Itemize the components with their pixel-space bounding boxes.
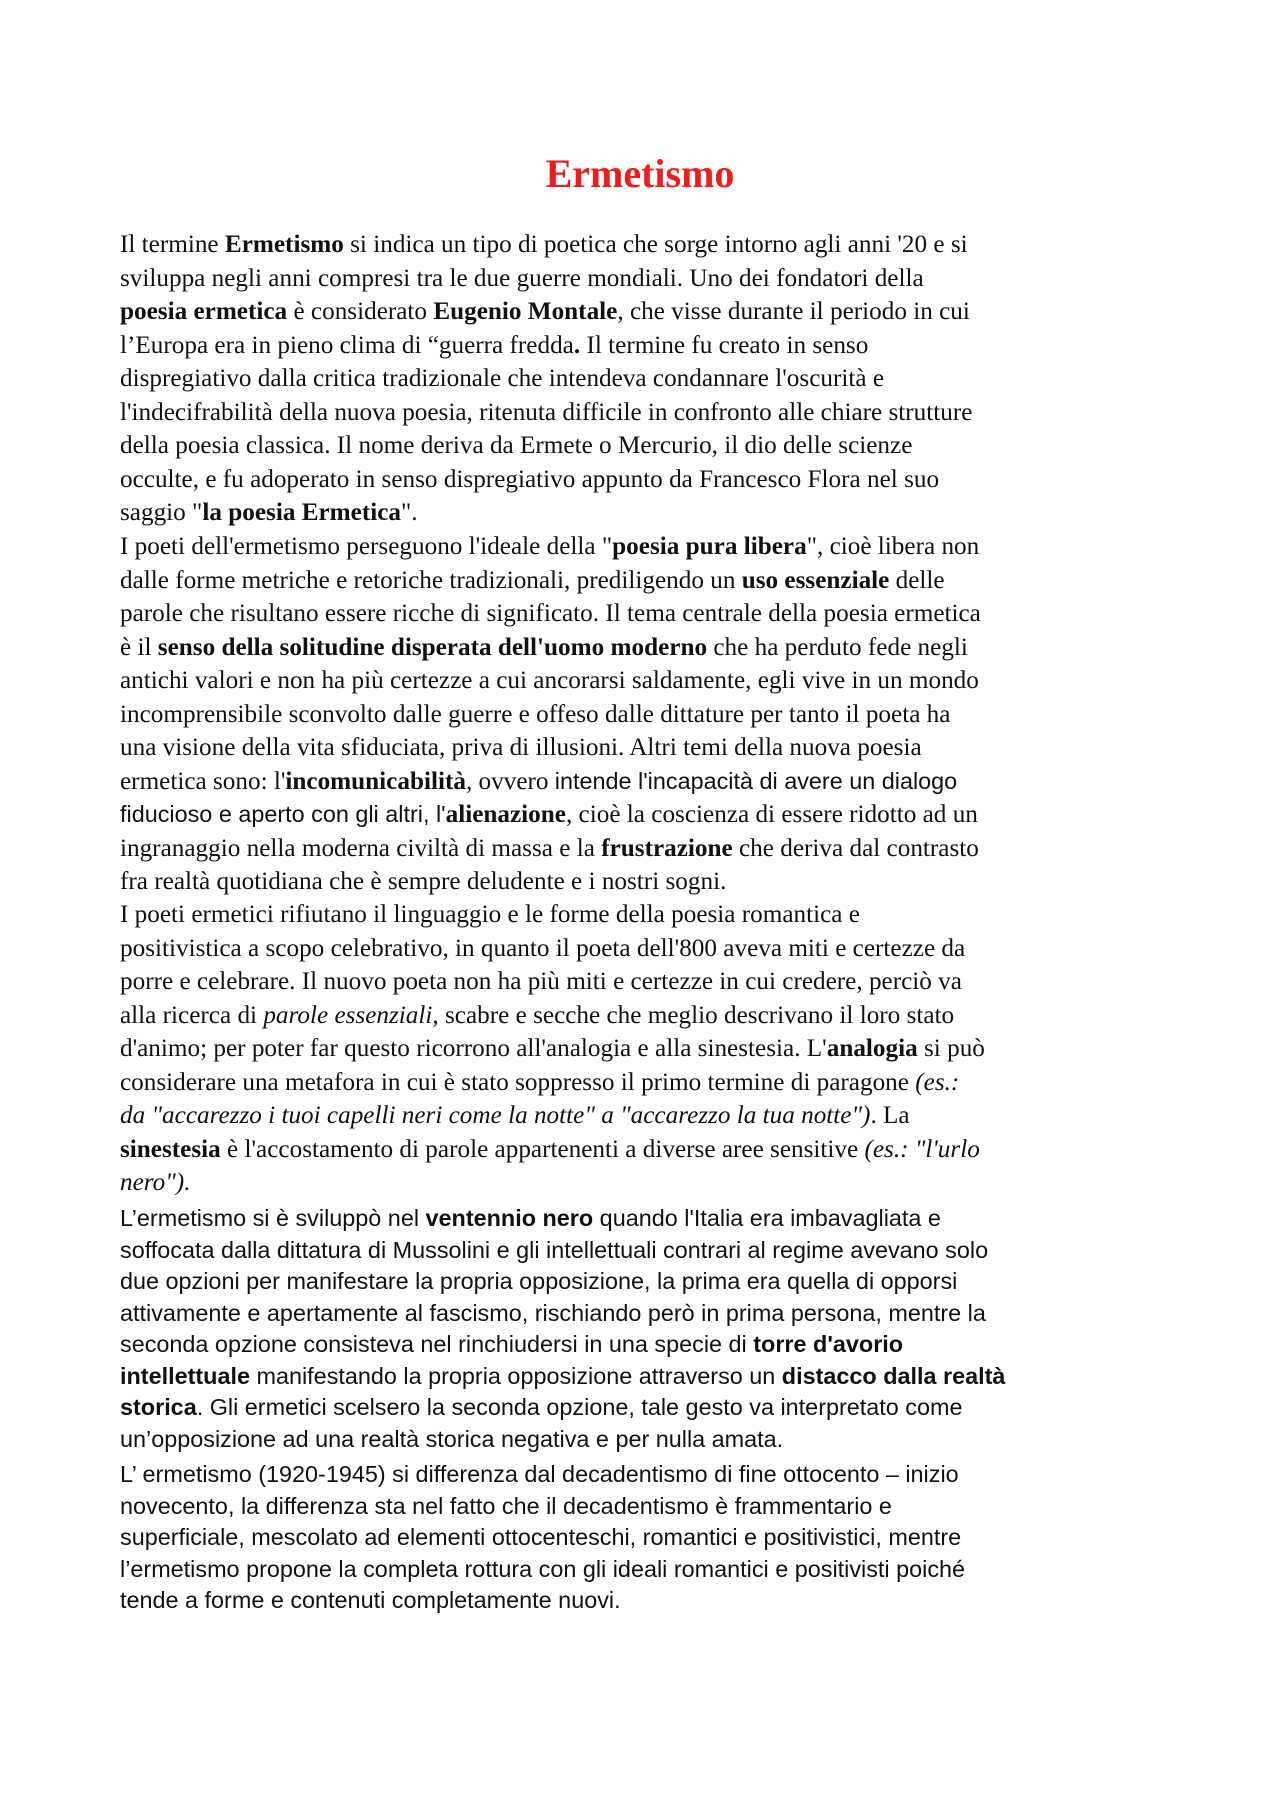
bold-term: storica [120,1394,197,1420]
text-line [120,832,1180,866]
text-line [120,1166,1180,1200]
text-line [120,1066,1180,1100]
bold-term: frustrazione [601,834,733,862]
bold-term: alienazione [445,801,566,828]
text-line [120,295,1180,329]
text-span: attivamente e apertamente al fascismo, rischiando però in prima persona, mentre la [120,1299,986,1326]
bold-term: torre d'avorio [753,1331,904,1357]
text-line [120,1491,1180,1523]
text-span: . La [870,1102,910,1129]
text-span: tende a forme e contenuti completamente nuovi. [120,1587,621,1613]
text-span: L’ ermetismo (1920-1945) si differenza dal decadentismo di fine ottocento – inizio [120,1461,959,1487]
text-line [120,564,1180,598]
text-line [120,965,1180,999]
text-span: antichi valori e non ha più certezze a cui ancorarsi saldamente, egli vive in un mondo [120,667,979,694]
text-span: quando l'Italia era imbavagliata e [593,1205,941,1231]
text-span: scabre e secche che meglio descrivano il loro stato [438,1001,955,1029]
text-span: ermetica sono: l' [120,767,286,795]
text-span: intende l'incapacità di avere un dialogo [554,767,958,794]
text-span: , che visse durante il periodo in cui [617,298,970,325]
text-line [120,1235,1180,1267]
text-line [120,798,1180,832]
text-span: che ha perduto fede negli [707,633,968,661]
text-span: ". [401,499,418,526]
text-span: l’ermetismo propone la completa rottura con gli ideali romantici e positivisti poiché [120,1555,966,1582]
text-span: superficiale, mescolato ad elementi ottocenteschi, romantici e positivistici, mentre [120,1524,962,1550]
text-line [120,1585,1180,1617]
text-span: l'indecifrabilità della nuova poesia, ritenuta difficile in confronto alle chiare strutture [120,398,973,426]
text-span: incomprensibile sconvolto dalle guerre e offeso dalle dittature per tanto il poeta ha [120,700,951,728]
text-span: dalle forme metriche e retoriche tradizionali, prediligendo un [120,566,742,594]
text-line [120,1361,1180,1393]
paragraph-decadentism [120,1459,1180,1617]
text-line [120,865,1180,899]
text-span: parole che risultano essere ricche di significato. Il tema centrale della poesia ermetica [120,600,981,627]
bold-term: Ermetismo [224,231,344,258]
text-line [120,1133,1180,1167]
text-line [120,1522,1180,1554]
text-span: seconda opzione consisteva nel rinchiudersi in una specie di [120,1331,754,1357]
text-line [120,765,1180,799]
text-span: della poesia classica. Il nome deriva da Ermete o Mercurio, il dio delle scienze [120,432,913,459]
text-span: manifestando la propria opposizione attraverso un [249,1362,782,1389]
text-line [120,631,1180,665]
italic-text: nero"). [120,1169,191,1196]
text-span: novecento, la differenza sta nel fatto che il decadentismo è frammentario e [120,1492,892,1519]
italic-text: da "accarezzo i tuoi capelli neri come la notte" a "accarezzo la tua notte") [120,1102,871,1129]
paragraph-language [120,898,1180,1200]
text-line [120,664,1180,698]
text-span: fiducioso e aperto con gli altri, l' [120,801,446,827]
text-span: è il [120,633,158,661]
bold-term: intellettuale [120,1362,250,1389]
text-span: positivistica a scopo celebrativo, in quanto il poeta dell'800 aveva miti e certezze da [120,934,966,962]
text-span: si indica un tipo di poetica che sorge intorno agli anni '20 e si [343,231,968,258]
text-line [120,1298,1180,1330]
text-line [120,362,1180,396]
text-span: una visione della vita sfiduciata, priva di illusioni. Altri temi della nuova poesia [120,734,922,761]
text-span: soffocata dalla dittatura di Mussolini e gli intellettuali contrari al regime avevano solo [120,1236,989,1263]
text-line [120,1459,1180,1491]
text-span: che deriva dal contrasto [732,834,979,862]
text-line [120,1032,1180,1066]
paragraph-themes [120,530,1180,899]
text-line [120,1099,1180,1133]
text-span: occulte, e fu adoperato in senso dispregiativo appunto da Francesco Flora nel suo [120,465,940,493]
text-span: , cioè la coscienza di essere ridotto ad un [565,801,978,828]
text-span: è considerato [287,298,434,325]
text-line [120,463,1180,497]
bold-term: sinestesia [120,1135,221,1163]
text-line [120,329,1180,363]
text-span: ", cioè libera non [806,533,980,560]
text-line [120,228,1180,262]
bold-term: poesia ermetica [120,298,288,325]
text-span: dispregiativo dalla critica tradizionale che intendeva condannare l'oscurità e [120,365,885,392]
text-line [120,1203,1180,1235]
bold-term: ventennio nero [425,1205,594,1231]
bold-term: analogia [826,1035,918,1062]
text-line [120,429,1180,463]
text-span: , ovvero [465,767,555,795]
text-line [120,698,1180,732]
italic-text: (es.: [915,1068,960,1096]
text-span: I poeti dell'ermetismo perseguono l'ideale della " [120,533,613,560]
text-span: . Gli ermetici scelsero la seconda opzione, tale gesto va interpretato come [196,1394,963,1420]
bold-term: la poesia Ermetica [202,499,402,526]
bold-term: distacco dalla realtà [781,1362,1006,1389]
text-line [120,898,1180,932]
text-span: due opzioni per manifestare la propria opposizione, la prima era quella di opporsi [120,1268,958,1294]
text-line [120,999,1180,1033]
text-span: d'animo; per poter far questo ricorrono all'analogia e alla sinestesia. L' [120,1035,827,1062]
page-title: Ermetismo [545,151,735,196]
bold-term: incomunicabilità [285,767,466,795]
text-span: è l'accostamento di parole appartenenti a diverse aree sensitive [220,1135,865,1163]
text-span: ingranaggio nella moderna civiltà di massa e la [120,834,602,862]
text-span: I poeti ermetici rifiutano il linguaggio e le forme della poesia romantica e [120,901,860,928]
text-line [120,1392,1180,1424]
text-span: l’Europa era in pieno clima di “guerra fredda [120,331,574,359]
text-line [120,597,1180,631]
text-span: delle [889,566,945,594]
text-line [120,530,1180,564]
bold-term: poesia pura libera [612,533,807,560]
text-line [120,731,1180,765]
bold-term: uso essenziale [741,566,890,594]
text-span: considerare una metafora in cui è stato soppresso il primo termine di paragone [120,1068,916,1096]
paragraph-fascism [120,1203,1180,1455]
bold-term: senso della solitudine disperata dell'uomo moderno [157,633,708,661]
text-span: Il termine fu creato in senso [580,331,869,359]
italic-text: parole essenziali, [263,1001,439,1029]
text-span: alla ricerca di [120,1001,264,1029]
text-span: L’ermetismo si è sviluppò nel [120,1205,426,1231]
text-span: fra realtà quotidiana che è sempre deludente e i nostri sogni. [120,868,727,895]
text-span: Il termine [120,231,225,258]
text-line [120,1424,1180,1456]
text-span: un’opposizione ad una realtà storica negativa e per nulla amata. [120,1425,784,1452]
paragraph-intro [120,228,1180,530]
text-line [120,496,1180,530]
text-span: saggio " [120,499,203,526]
text-line [120,396,1180,430]
text-line [120,932,1180,966]
text-line [120,1329,1180,1361]
bold-term: Eugenio Montale [433,298,618,325]
text-span: si può [917,1035,985,1062]
text-line [120,262,1180,296]
text-line [120,1554,1180,1586]
bold-term: . [573,331,581,359]
text-span: sviluppa negli anni compresi tra le due guerre mondiali. Uno dei fondatori della [120,264,924,292]
text-line [120,1266,1180,1298]
italic-text: (es.: "l'urlo [864,1135,980,1163]
text-span: porre e celebrare. Il nuovo poeta non ha più miti e certezze in cui credere, perciò va [120,968,962,995]
